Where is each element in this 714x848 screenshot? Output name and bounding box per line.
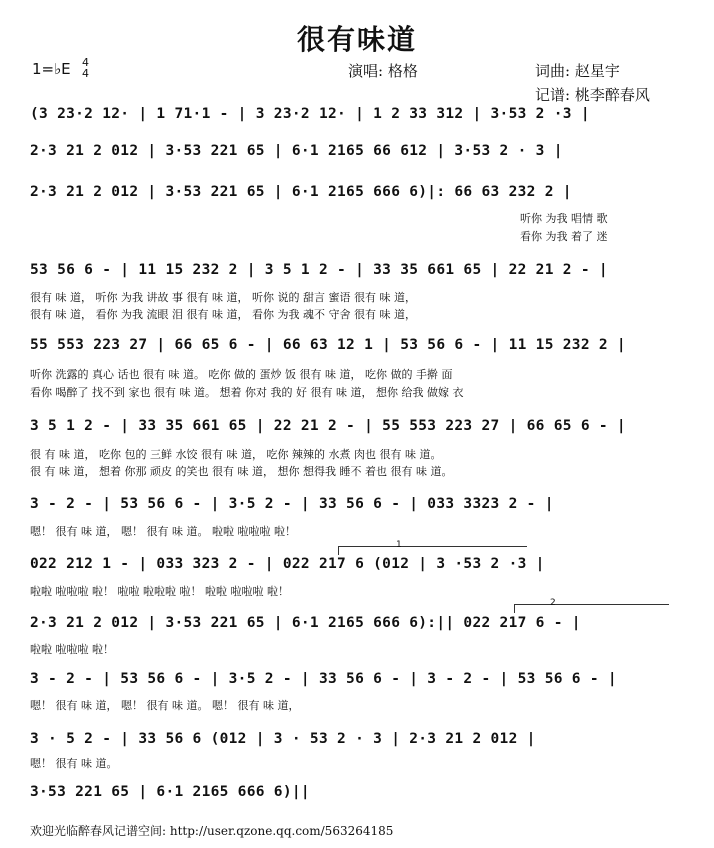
time-signature-denominator: 4: [82, 67, 89, 80]
lyric-line-8: 啦啦 啦啦啦 啦！ 啦啦 啦啦啦 啦！ 啦啦 啦啦啦 啦！: [30, 585, 289, 598]
score-line-6: 3 5 1 2 - | 33 35 661 65 | 22 21 2 - | 55 553 223 27 | 66 65 6 - |: [30, 418, 626, 434]
performer: 演唱: 格格: [348, 62, 418, 80]
page-title: 很有味道: [296, 23, 417, 56]
transcriber: 记谱: 桃李醉春风: [535, 86, 650, 104]
lyric-line-3a: 听你 为我 唱情 歌: [520, 212, 608, 225]
lyric-line-5b: 看你 喝醉了 找不到 家也 很有 味 道。 想着 你对 我的 好 很有 味 道， 想你 给我 做嫁 衣: [30, 386, 464, 399]
lyric-line-4b: 很有 味 道， 看你 为我 流眼 泪 很有 味 道， 看你 为我 魂不 守舍 很有 味 道，: [30, 308, 416, 321]
score-line-3: 2·3 21 2 012 | 3·53 221 65 | 6·1 2165 666 6)|: 66 63 232 2 |: [30, 184, 572, 200]
lyric-line-4a: 很有 味 道， 听你 为我 讲故 事 很有 味 道， 听你 说的 甜言 蜜语 很有 味 道，: [30, 291, 416, 304]
time-signature: [82, 57, 89, 79]
score-line-2: 2·3 21 2 012 | 3·53 221 65 | 6·1 2165 66 612 | 3·53 2 · 3 |: [30, 143, 563, 159]
score-line-1: (3 23·2 12· | 1 71·1 - | 3 23·2 12· | 1 2 33 312 | 3·53 2 ·3 |: [30, 106, 590, 122]
lyric-line-5a: 听你 洗露的 真心 话也 很有 味 道。 吃你 做的 蛋炒 饭 很有 味 道， 吃你 做的 手擀 面: [30, 368, 453, 381]
score-line-12: 3·53 221 65 | 6·1 2165 666 6)||: [30, 784, 310, 800]
volta-bracket-2: [514, 604, 669, 613]
lyric-line-9: 啦啦 啦啦啦 啦！: [30, 643, 114, 656]
lyric-line-10: 嗯！ 很有 味 道， 嗯！ 很有 味 道。 嗯！ 很有 味 道，: [30, 699, 300, 712]
volta-bracket-1: [338, 546, 527, 555]
lyric-line-11: 嗯！ 很有 味 道。: [30, 757, 118, 770]
volta-number-2: 2: [550, 598, 556, 608]
volta-number-1: 1: [396, 540, 402, 550]
score-line-9: 2·3 21 2 012 | 3·53 221 65 | 6·1 2165 666 6):|| 022 217 6 - |: [30, 615, 581, 631]
score-line-8: 022 212 1 - | 033 323 2 - | 022 217 6 (012 | 3 ·53 2 ·3 |: [30, 556, 545, 572]
score-line-10: 3 - 2 - | 53 56 6 - | 3·5 2 - | 33 56 6 - | 3 - 2 - | 53 56 6 - |: [30, 671, 617, 687]
lyric-line-3b: 看你 为我 着了 迷: [520, 230, 608, 243]
score-line-11: 3 · 5 2 - | 33 56 6 (012 | 3 · 53 2 · 3 | 2·3 21 2 012 |: [30, 731, 536, 747]
score-line-5: 55 553 223 27 | 66 65 6 - | 66 63 12 1 | 53 56 6 - | 11 15 232 2 |: [30, 337, 626, 353]
time-signature-numerator: 4: [82, 56, 89, 69]
lyric-line-7: 嗯！ 很有 味 道， 嗯！ 很有 味 道。 啦啦 啦啦啦 啦！: [30, 525, 296, 538]
score-line-4: 53 56 6 - | 11 15 232 2 | 3 5 1 2 - | 33 35 661 65 | 22 21 2 - |: [30, 262, 608, 278]
score-line-7: 3 - 2 - | 53 56 6 - | 3·5 2 - | 33 56 6 - | 033 3323 2 - |: [30, 496, 554, 512]
key-signature: 1=♭E: [32, 60, 71, 78]
lyric-line-6a: 很 有 味 道， 吃你 包的 三鲜 水饺 很有 味 道， 吃你 辣辣的 水煮 肉也 很有 味 道。: [30, 448, 442, 461]
lyric-line-6b: 很 有 味 道， 想着 你那 顽皮 的笑也 很有 味 道， 想你 想得我 睡不 着也 很有 味 道。: [30, 465, 453, 478]
lyricist: 词曲: 赵星宇: [535, 62, 620, 80]
footer-link[interactable]: 欢迎光临醉春风记谱空间: http://user.qzone.qq.com/563264185: [30, 824, 394, 838]
